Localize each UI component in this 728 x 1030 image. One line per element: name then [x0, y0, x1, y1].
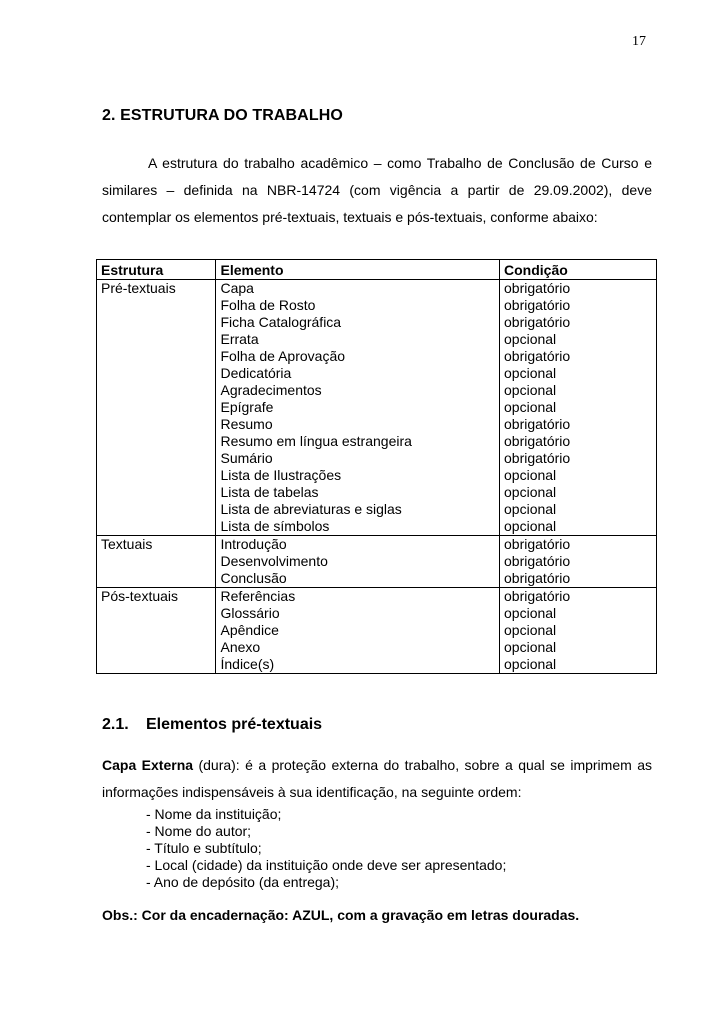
capa-text: (dura): é a proteção externa do trabalho, sobre a qual se imprimem as informações indispensáveis à sua identificação, na seguinte ordem: — [102, 757, 652, 800]
table-row — [97, 536, 657, 588]
table-header-row — [97, 260, 657, 280]
condicao-item: opcional — [504, 518, 557, 534]
condicao-item: obrigatório — [504, 588, 571, 604]
condicao-item: opcional — [504, 331, 557, 347]
estrutura-cell: Textuais — [97, 536, 216, 588]
elemento-item: Lista de Ilustrações — [220, 467, 342, 483]
subsection-title — [102, 716, 322, 734]
condicao-item: opcional — [504, 639, 557, 655]
obs-note: Obs.: Cor da encadernação: AZUL, com a gravação em letras douradas. — [102, 907, 580, 923]
condicao-item: opcional — [504, 656, 557, 672]
estrutura-cell: Pré-textuais — [97, 280, 216, 536]
elemento-item: Lista de símbolos — [220, 518, 330, 534]
elemento-item: Lista de abreviaturas e siglas — [220, 501, 402, 517]
elemento-item: Glossário — [220, 605, 280, 621]
elemento-item: Lista de tabelas — [220, 484, 319, 500]
header-elemento: Elemento — [216, 260, 500, 280]
condicao-item: opcional — [504, 399, 557, 415]
condicao-item: opcional — [504, 501, 557, 517]
header-condicao: Condição — [500, 260, 657, 280]
list-item: - Nome do autor; — [146, 823, 252, 839]
subsection-number: 2.1. — [102, 716, 129, 733]
elemento-item: Referências — [220, 588, 296, 604]
condicao-item: obrigatório — [504, 536, 571, 552]
condicao-item: obrigatório — [504, 433, 571, 449]
condicao-item: opcional — [504, 622, 557, 638]
condicao-item: obrigatório — [504, 280, 571, 296]
elemento-item: Desenvolvimento — [220, 553, 328, 569]
elemento-item: Conclusão — [220, 570, 287, 586]
condicao-item: obrigatório — [504, 416, 571, 432]
estrutura-cell: Pós-textuais — [97, 588, 216, 674]
elemento-item: Índice(s) — [220, 656, 275, 672]
table-row — [97, 588, 657, 674]
condicao-item: opcional — [504, 365, 557, 381]
elemento-item: Errata — [220, 331, 259, 347]
condicao-item: obrigatório — [504, 450, 571, 466]
table-row — [97, 280, 657, 536]
elemento-item: Resumo em língua estrangeira — [220, 433, 412, 449]
intro-paragraph: A estrutura do trabalho acadêmico – como Trabalho de Conclusão de Curso e similares – definida na NBR-14724 (com vigência a partir de 29.09.2002), deve contemplar os elementos pré-textuais, textuais e pós-textuais, conforme abaixo: — [102, 155, 652, 225]
elemento-cell — [216, 588, 500, 674]
condicao-item: obrigatório — [504, 348, 571, 364]
elemento-item: Folha de Rosto — [220, 297, 316, 313]
elemento-item: Sumário — [220, 450, 273, 466]
elemento-item: Resumo — [220, 416, 273, 432]
capa-paragraph — [102, 752, 652, 806]
list-item: - Nome da instituição; — [146, 806, 282, 822]
subsection-label: Elementos pré-textuais — [146, 716, 323, 733]
condicao-item: obrigatório — [504, 297, 571, 313]
condicao-item: opcional — [504, 605, 557, 621]
capa-items-list — [146, 806, 506, 891]
elemento-cell — [216, 536, 500, 588]
capa-label: Capa Externa — [102, 757, 194, 773]
section-title: 2. ESTRUTURA DO TRABALHO — [102, 107, 343, 124]
list-item: - Título e subtítulo; — [146, 840, 262, 856]
condicao-item: obrigatório — [504, 570, 571, 586]
page-number: 17 — [632, 34, 646, 49]
condicao-cell — [500, 280, 657, 536]
elemento-item: Folha de Aprovação — [220, 348, 346, 364]
condicao-item: obrigatório — [504, 553, 571, 569]
condicao-item: opcional — [504, 484, 557, 500]
elemento-cell — [216, 280, 500, 536]
elemento-item: Ficha Catalográfica — [220, 314, 342, 330]
elemento-item: Dedicatória — [220, 365, 292, 381]
table-body — [97, 280, 657, 674]
list-item: - Ano de depósito (da entrega); — [146, 874, 340, 890]
elemento-item: Apêndice — [220, 622, 279, 638]
elemento-item: Capa — [220, 280, 254, 296]
header-estrutura: Estrutura — [97, 260, 216, 280]
condicao-cell — [500, 588, 657, 674]
condicao-item: opcional — [504, 467, 557, 483]
elemento-item: Introdução — [220, 536, 287, 552]
condicao-item: opcional — [504, 382, 557, 398]
elemento-item: Anexo — [220, 639, 261, 655]
elemento-item: Agradecimentos — [220, 382, 322, 398]
structure-table — [96, 259, 657, 674]
condicao-item: obrigatório — [504, 314, 571, 330]
elemento-item: Epígrafe — [220, 399, 274, 415]
condicao-cell — [500, 536, 657, 588]
list-item: - Local (cidade) da instituição onde deve ser apresentado; — [146, 857, 507, 873]
